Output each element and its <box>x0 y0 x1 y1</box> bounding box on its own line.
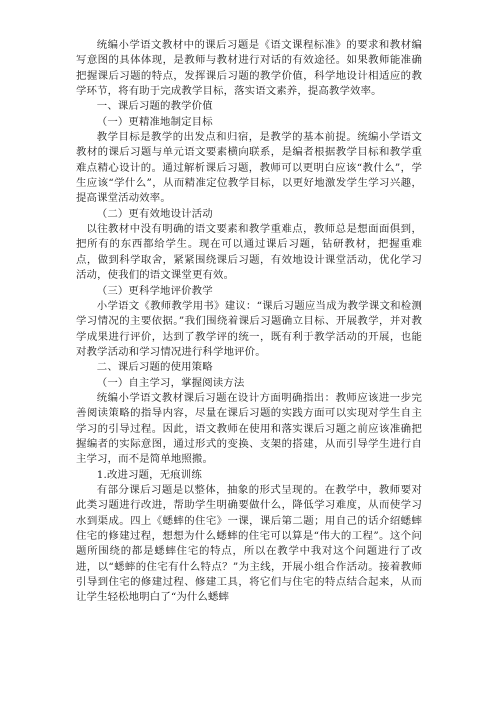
document-page <box>76 38 422 606</box>
paragraph-1-1: 教学目标是教学的出发点和归宿，是教学的基本前提。统编小学语文教材的课后习题与单元语文要素横向联系，是编者根据教学目标和教学重难点精心设计的。通过解析课后习题，教师可以更明白应该“教什么”，学生应该“学什么”，从而精准定位教学目标，以更好地激发学生学习兴趣，提高课堂活动效率。 <box>76 131 422 205</box>
subheading-2-1: （一）自主学习，掌握阅读方法 <box>96 376 245 389</box>
subheading-1-3: （三）更科学地评价教学 <box>96 284 213 297</box>
heading-section-2: 二、课后习题的使用策略 <box>96 361 213 374</box>
paragraph-2-1: 统编小学语文教材课后习题在设计方面明确指出：教师应该进一步完善阅读策略的指导内容，尽量在课后习题的实践方面可以实现对学生自主学习的引导过程。因此，语文教师在使用和落实课后习题之前应该准确把握编者的实际意图，通过形式的变换、支架的搭建，从而引导学生进行自主学习，而不是简单地照搬。 <box>76 391 422 466</box>
heading-section-1: 一、课后习题的教学价值 <box>96 100 213 113</box>
paragraph-1-2: 以往教材中没有明确的语文要素和教学重难点，教师总是想面面俱到，把所有的东西都给学生。现在可以通过课后习题，钻研教材，把握重难点，做到科学取舍，紧紧围绕课后习题，有效地设计课堂活动，优化学习活动，使我们的语文课堂更有效。 <box>76 223 422 282</box>
subheading-1-2: （二）更有效地设计活动 <box>96 207 213 220</box>
paragraph-intro: 统编小学语文教材中的课后习题是《语文课程标准》的要求和教材编写意图的具体体现，是教师与教材进行对话的有效途径。如果教师能准确把握课后习题的特点，发挥课后习题的教学价值，科学地设计相适应的教学环节，将有助于完成教学目标，落实语文素养，提高教学效率。 <box>76 39 422 98</box>
paragraph-1-3: 小学语文《教师教学用书》建议：“课后习题应当成为教学课文和检测学习情况的主要依据。”我们围绕着课后习题确立目标、开展教学，并对教学成果进行评价，达到了教学评的统一，既有利于教学活动的开展，也能对教学活动和学习情况进行科学地评价。 <box>76 299 422 358</box>
subheading-1-1: （一）更精准地制定目标 <box>96 115 213 128</box>
paragraph-2-1-1: 有部分课后习题是以整体，抽象的形式呈现的。在教学中，教师要对此类习题进行改进，帮助学生明确要做什么，降低学习难度，从而使学习水到渠成。四上《蟋蟀的住宅》一课，课后第二题；用自己的话介绍蟋蟀住宅的修建过程，想想为什么蟋蟀的住宅可以算是“伟大的工程”。这个问题所围绕的都是蟋蟀住宅的特点，所以在教学中我对这个问题进行了改进，以“蟋蟀的住宅有什么特点？”为主线，开展小组合作活动。接着教师引导到住宅的修建过程、修建工具，将它们与住宅的特点结合起来，从而让学生轻松地明白了“为什么蟋蟀 <box>76 483 422 604</box>
subheading-2-1-1: 1.改进习题，无痕训练 <box>96 468 202 481</box>
